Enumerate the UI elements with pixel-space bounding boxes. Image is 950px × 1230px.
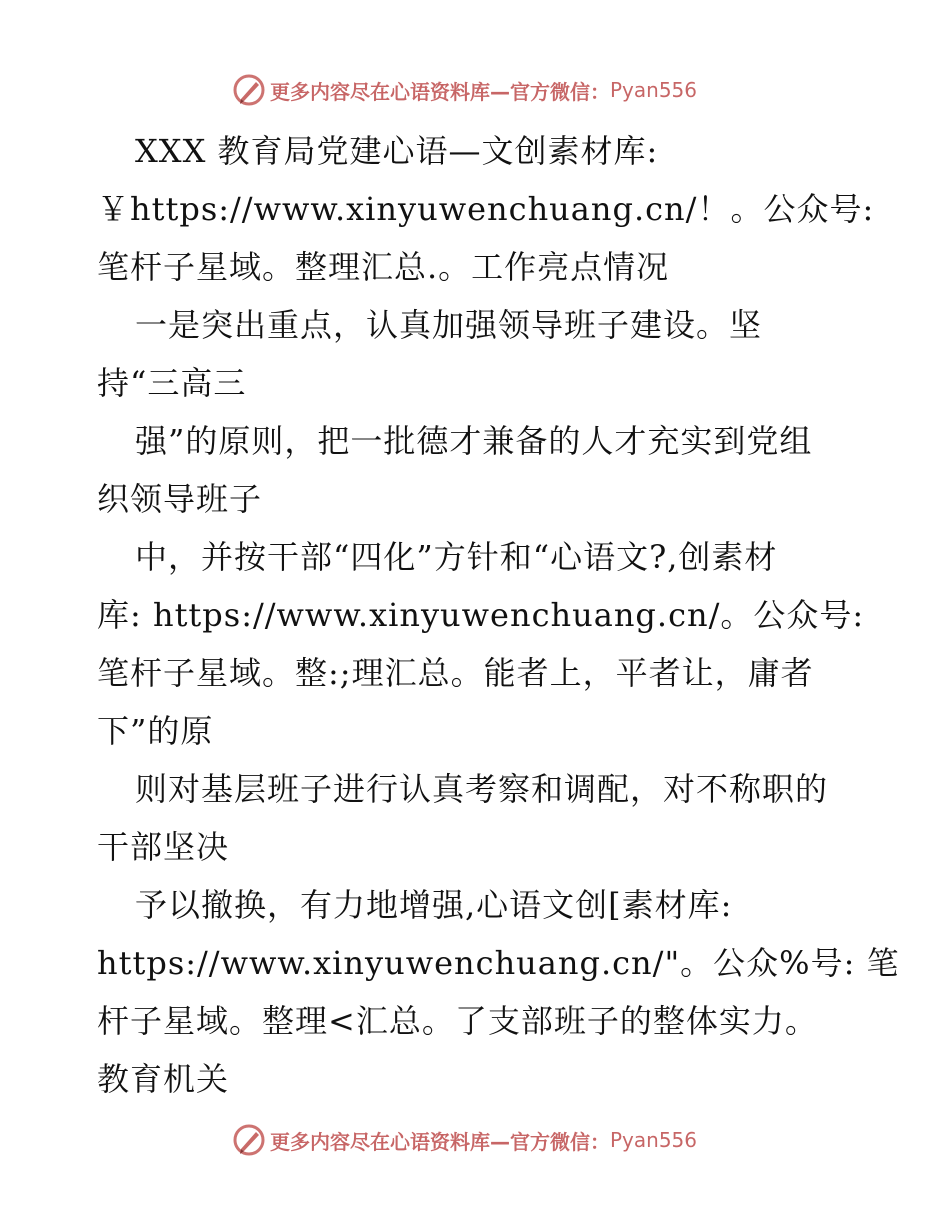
- watermark-text: 更多内容尽在心语资料库—官方微信：: [270, 1129, 610, 1154]
- text-line: 笔杆子星域。整理汇总.。工作亮点情况: [97, 248, 670, 286]
- document-body: [97, 122, 900, 1108]
- quill-logo-icon: [232, 1123, 266, 1157]
- text-line: XXX 教育局党建心语—文创素材库:: [135, 132, 659, 170]
- text-line: 予以撤换，有力地增强,心语文创[素材库:: [135, 886, 733, 924]
- text-line: 则对基层班子进行认真考察和调配，对不称职的: [135, 770, 829, 808]
- text-line: https://www.xinyuwenchuang.cn/"。公众%号: 笔: [97, 944, 900, 982]
- header-watermark: [232, 72, 712, 108]
- text-line: ￥https://www.xinyuwenchuang.cn/！。公众号:: [97, 190, 875, 228]
- text-line: 强”的原则，把一批德才兼备的人才充实到党组: [135, 422, 813, 460]
- text-line: 库: https://www.xinyuwenchuang.cn/。公众号:: [97, 596, 865, 634]
- text-line: 教育机关: [97, 1060, 230, 1098]
- text-line: 织领导班子: [97, 480, 263, 518]
- watermark-wechat-id: Pyan556: [610, 1128, 698, 1152]
- watermark-text: 更多内容尽在心语资料库—官方微信：: [270, 79, 610, 104]
- text-line: 杆子星域。整理<汇总。了支部班子的整体实力。: [97, 1002, 818, 1040]
- footer-watermark: [232, 1122, 712, 1158]
- text-line: 下”的原: [97, 712, 214, 750]
- watermark-wechat-id: Pyan556: [610, 78, 698, 102]
- text-line: 一是突出重点，认真加强领导班子建设。坚: [135, 306, 763, 344]
- text-line: 持“三高三: [97, 364, 247, 402]
- text-line: 中，并按干部“四化”方针和“心语文?,创素材: [135, 538, 778, 576]
- text-line: 笔杆子星域。整:;理汇总。能者上，平者让，庸者: [97, 654, 814, 692]
- quill-logo-icon: [232, 73, 266, 107]
- text-line: 干部坚决: [97, 828, 230, 866]
